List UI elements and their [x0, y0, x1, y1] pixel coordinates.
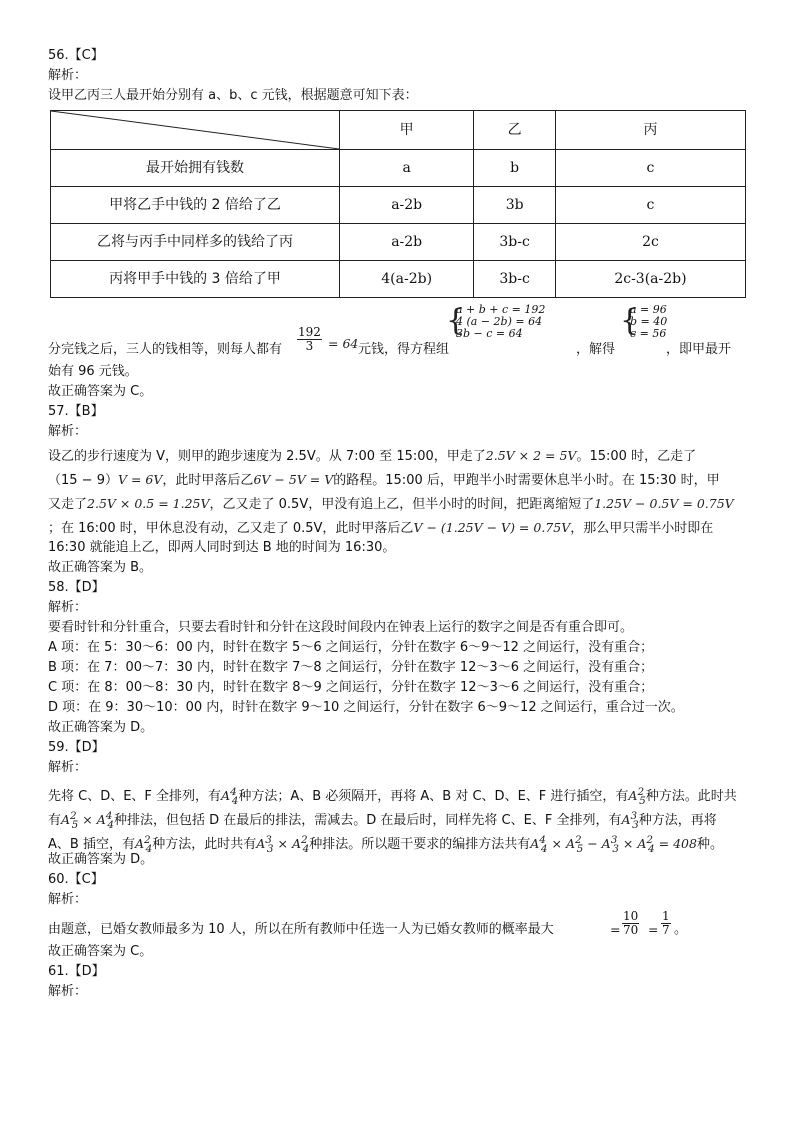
q59-line — [48, 830, 760, 855]
q56-conclusion: 故正确答案为 C。 — [48, 384, 153, 399]
q57-text: 设乙的步行速度为 V，则甲的跑步速度为 2.5V。从 7:00 至 15:00，甲走了 — [48, 449, 486, 464]
table-row — [51, 150, 746, 187]
q57-line — [48, 494, 760, 514]
row-label: 甲将乙手中钱的 2 倍给了乙 — [51, 187, 340, 224]
q58-conclusion: 故正确答案为 D。 — [48, 720, 154, 735]
row-label: 丙将甲手中钱的 3 倍给了甲 — [51, 261, 340, 298]
q59-text: 种方法，此时共有 — [152, 837, 257, 853]
permutation-expression: $A^2_5$ — [628, 786, 646, 807]
q57-text: 的路程。15:00 后，甲跑半小时需要休息半小时。在 15:30 时，甲 — [333, 473, 720, 488]
q58-analysis-label: 解析： — [48, 600, 88, 615]
table-cell: b — [474, 150, 556, 187]
q58-option-b: B 项：在 7：00～7：30 内，时针在数字 7～8 之间运行，分针在数字 12～3～6 之间运行，没有重合； — [48, 660, 654, 675]
column-header: 乙 — [474, 111, 556, 150]
q61-analysis-label: 解析： — [48, 984, 88, 999]
q56-header: 56.【C】 — [48, 48, 104, 63]
equation: c = 56 — [630, 327, 667, 340]
permutation-expression: $A^2_5 \times A^4_4$ — [61, 810, 114, 831]
q56-text: 始有 96 元钱。 — [48, 364, 138, 379]
math-expression: 2.5V × 0.5 = 1.25V — [87, 496, 210, 511]
q57-text: 又走了 — [48, 497, 88, 512]
math-expression: 6V − 5V = V — [253, 472, 334, 487]
q59-text: A、B 插空，有 — [48, 837, 135, 853]
table-row — [51, 187, 746, 224]
table-cell: 4(a-2b) — [340, 261, 474, 298]
q58-option-d: D 项：在 9：30～10：00 内，时针在数字 9～10 之间运行，分针在数字 6～9～12 之间运行，重合过一次。 — [48, 700, 684, 715]
row-label: 乙将与丙手中同样多的钱给了丙 — [51, 224, 340, 261]
table-cell: 3b-c — [474, 261, 556, 298]
q56-text: 元钱，得方程组 — [358, 342, 450, 357]
fraction-numerator: 1 — [662, 909, 670, 923]
q57-text: 。15:00 时，乙走了 — [576, 449, 697, 464]
equation-system: { a + b + c = 192 4 (a − 2b) = 64 3b − c = 64 — [446, 303, 546, 340]
answer-document — [48, 46, 760, 1002]
q56-text: 分完钱之后，三人的钱相等，则每人都有 — [48, 342, 283, 357]
q59-text: 先将 C、D、E、F 全排列，有 — [48, 789, 222, 805]
q58-option-c: C 项：在 8：00～8：30 内，时针在数字 8～9 之间运行，分针在数字 12～3～6 之间运行，没有重合； — [48, 680, 654, 695]
q57-line — [48, 446, 760, 466]
q56-equation-line — [48, 304, 760, 362]
q57-header: 57.【B】 — [48, 404, 104, 419]
math-expression: = 64 — [328, 336, 359, 351]
q57-text: ，那么甲只需半小时即在 — [570, 521, 714, 536]
table-row — [51, 224, 746, 261]
q57-text: ，乙又走了 0.5V，甲没有追上乙，但半小时的时间，把距离缩短了 — [209, 497, 595, 512]
q57-text: 16:30 就能追上乙，即两人同时到达 B 地的时间为 16:30。 — [48, 540, 396, 555]
q57-line — [48, 518, 760, 538]
q59-text: 种方法；A、B 必须隔开，再将 A、B 对 C、D、E、F 进行插空，有 — [238, 789, 629, 805]
fraction-denominator: 70 — [623, 923, 639, 937]
fraction — [295, 326, 324, 353]
equals-sign: = — [610, 922, 621, 937]
math-expression: 1.25V − 0.5V = 0.75V — [594, 496, 734, 511]
q57-text: ；在 16:00 时，甲休息没有动，乙又走了 0.5V，此时甲落后乙 — [48, 521, 414, 536]
q57-conclusion: 故正确答案为 B。 — [48, 560, 153, 575]
q59-text: 种。 — [696, 837, 723, 853]
q59-text: 种排法。所以题干要求的编排方法共有 — [309, 837, 531, 853]
q59-text: 种方法。此时共 — [645, 789, 737, 805]
table-cell: a — [340, 150, 474, 187]
equation: b = 40 — [630, 315, 668, 328]
permutation-expression: $A^2_4$ — [134, 834, 153, 855]
table-cell: a-2b — [340, 187, 474, 224]
q61-header: 61.【D】 — [48, 964, 105, 979]
q59-text: 种方法，再将 — [638, 813, 717, 829]
row-label: 最开始拥有钱数 — [51, 150, 340, 187]
math-expression: V = 6V — [117, 472, 163, 487]
table-cell: 3b — [474, 187, 556, 224]
table-header-row — [51, 111, 746, 150]
q57-text: ，此时甲落后乙 — [162, 473, 254, 488]
math-expression: 2.5V × 2 = 5V — [485, 448, 577, 463]
table-cell: c — [555, 187, 745, 224]
math-expression: V − (1.25V − V) = 0.75V — [413, 520, 571, 535]
q57-text: （15 − 9） — [48, 473, 118, 488]
q60-text: 由题意，已婚女教师最多为 10 人，所以在所有教师中任选一人为已婚女教师的概率最大 — [48, 922, 554, 937]
table-cell: 2c — [555, 224, 745, 261]
permutation-expression: $A^4_4$ — [221, 786, 239, 807]
permutation-expression: $A^3_3 \times A^2_4$ — [256, 834, 310, 855]
q59-header: 59.【D】 — [48, 740, 105, 755]
permutation-expression: $A^4_4 \times A^2_5 - A^3_3 \times A^2_4$ — [530, 834, 655, 855]
column-header: 丙 — [555, 111, 745, 150]
q59-text: 有 — [48, 813, 62, 829]
table-cell: 3b-c — [474, 224, 556, 261]
money-table — [50, 110, 746, 298]
permutation-expression: $A^3_3$ — [621, 810, 639, 831]
fraction-denominator: 7 — [662, 923, 670, 937]
equation: a + b + c = 192 — [456, 303, 546, 316]
q57-analysis-label: 解析： — [48, 424, 88, 439]
math-expression: = 408 — [658, 836, 697, 852]
table-cell: c — [555, 150, 745, 187]
q59-conclusion: 故正确答案为 D。 — [48, 852, 154, 867]
table-cell: 2c-3(a-2b) — [555, 261, 745, 298]
q59-text: 种排法，但包括 D 在最后的排法，需减去。D 在最后时，同样先将 C、E、F 全排列，有 — [114, 813, 622, 829]
q56-text: ，解得 — [576, 342, 616, 357]
q60-analysis-label: 解析： — [48, 892, 88, 907]
equation: 4 (a − 2b) = 64 — [456, 315, 543, 328]
q60-header: 60.【C】 — [48, 872, 104, 887]
q58-option-a: A 项：在 5：30～6：00 内，时针在数字 5～6 之间运行，分针在数字 6～9～12 之间运行，没有重合； — [48, 640, 654, 655]
equals-sign: = — [648, 922, 659, 937]
q56-analysis-label: 解析： — [48, 68, 88, 83]
equation: a = 96 — [630, 303, 667, 316]
fraction-denominator: 3 — [305, 339, 314, 353]
period: 。 — [674, 922, 688, 937]
diagonal-header-cell — [51, 111, 340, 150]
fraction — [620, 910, 641, 937]
q56-text: ，即甲最开 — [666, 342, 732, 357]
equation: 3b − c = 64 — [456, 327, 523, 340]
fraction-numerator: 10 — [623, 909, 639, 923]
table-cell: a-2b — [340, 224, 474, 261]
solution-system: { a = 96 b = 40 c = 56 — [620, 303, 668, 340]
q59-line — [48, 806, 760, 831]
q59-line — [48, 782, 760, 807]
fraction-numerator: 192 — [298, 325, 321, 339]
fraction — [659, 910, 673, 937]
column-header: 甲 — [340, 111, 474, 150]
q60-line — [48, 910, 760, 942]
table-row — [51, 261, 746, 298]
q57-line — [48, 470, 760, 490]
q58-header: 58.【D】 — [48, 580, 105, 595]
q58-intro: 要看时针和分针重合，只要去看时针和分针在这段时间段内在钟表上运行的数字之间是否有重合即可。 — [48, 620, 634, 635]
q59-analysis-label: 解析： — [48, 760, 88, 775]
q56-intro: 设甲乙丙三人最开始分别有 a、b、c 元钱，根据题意可知下表： — [48, 88, 418, 103]
q60-conclusion: 故正确答案为 C。 — [48, 944, 153, 959]
